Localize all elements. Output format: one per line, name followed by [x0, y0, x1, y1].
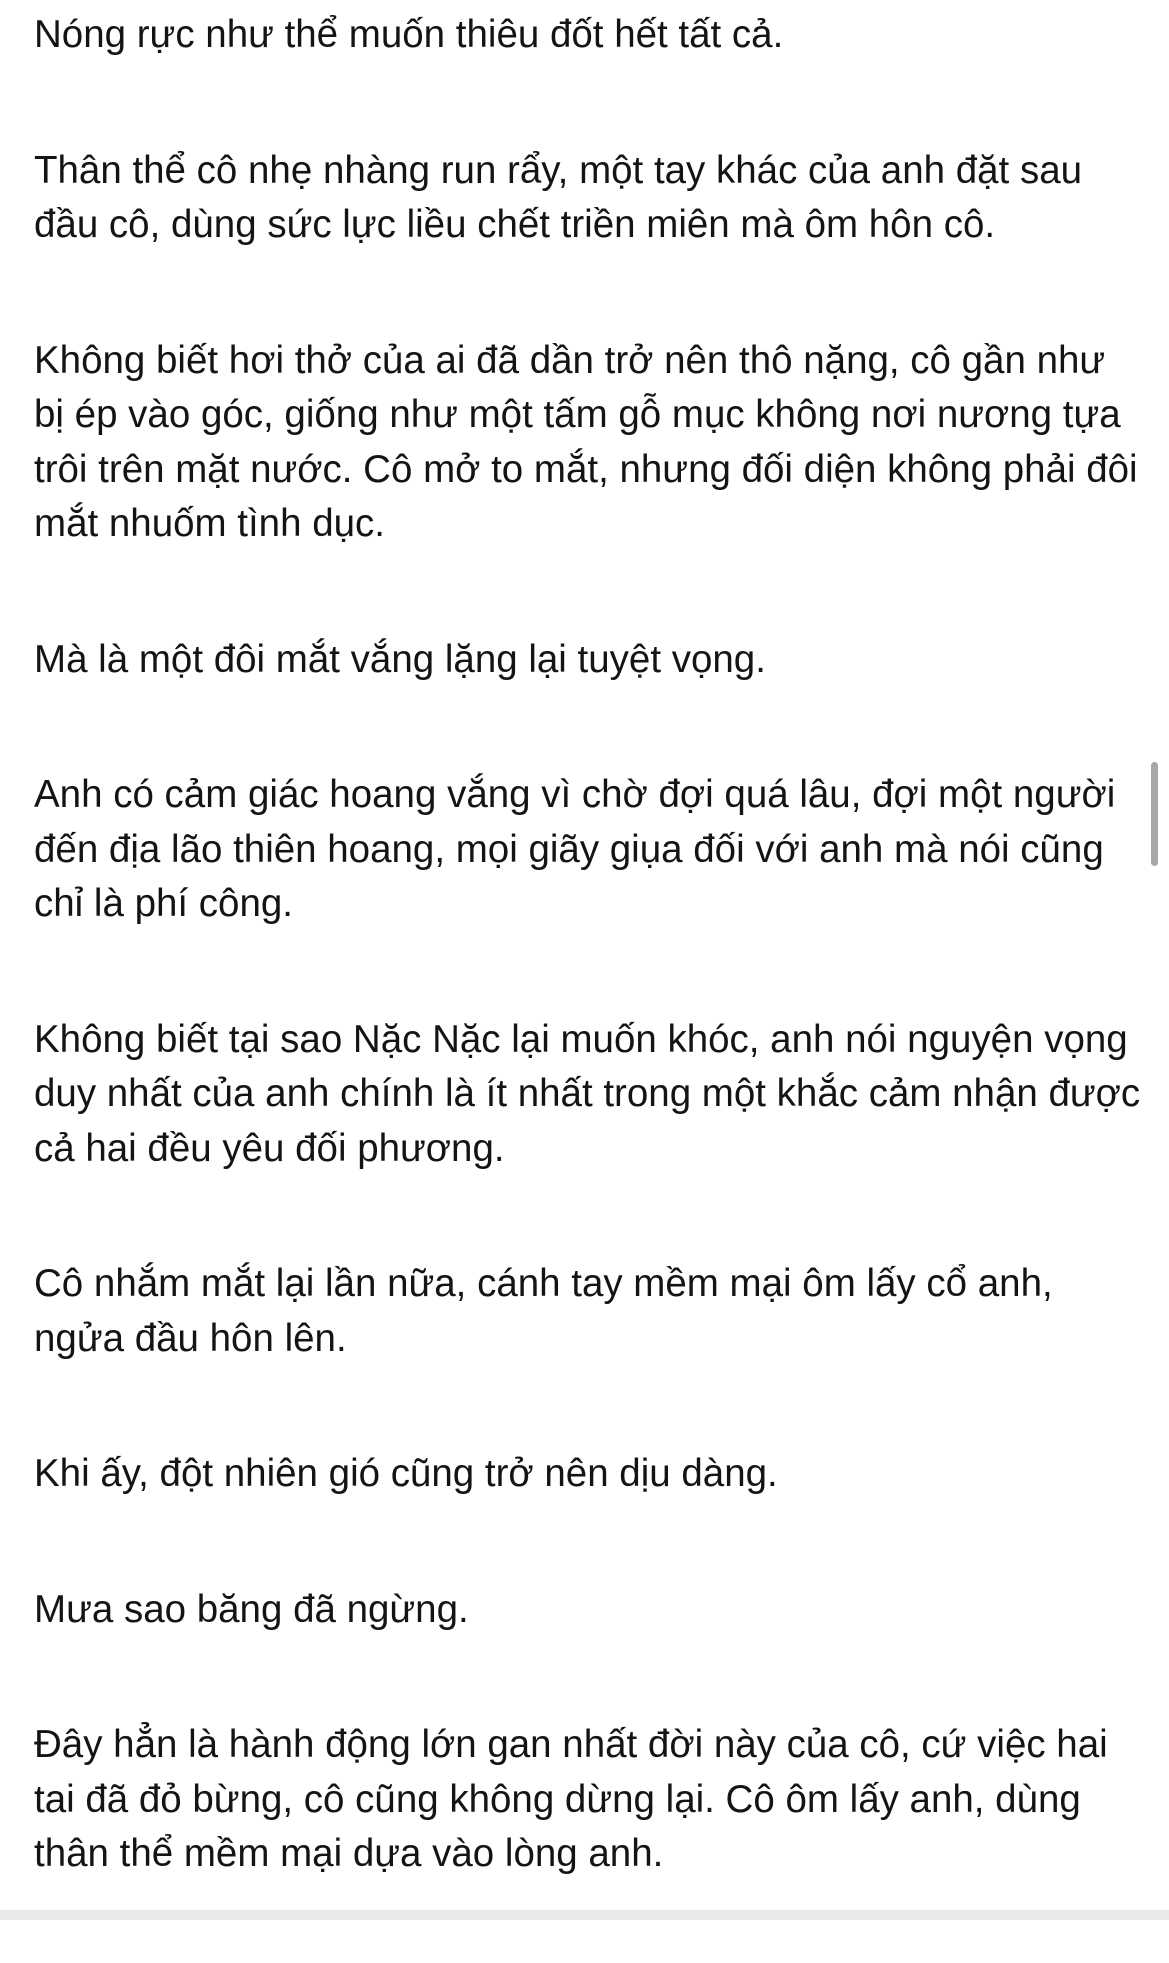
paragraph: Không biết hơi thở của ai đã dần trở nên thô nặng, cô gần như bị ép vào góc, giống như một tấm gỗ mục không nơi nương tựa trôi trên mặt nước. Cô mở to mắt, nhưng đối diện không phải đôi mắt nhuốm tình dục. [34, 338, 1138, 545]
paragraph: Nóng rực như thể muốn thiêu đốt hết tất cả. [34, 13, 784, 56]
paragraph: Anh có cảm giác hoang vắng vì chờ đợi quá lâu, đợi một người đến địa lão thiên hoang, mọi giãy giụa đối với anh mà nói cũng chỉ là phí công. [34, 773, 1116, 925]
bottom-edge [0, 1910, 1169, 1920]
paragraph: Đây hẳn là hành động lớn gan nhất đời này của cô, cứ việc hai tai đã đỏ bừng, cô cũng không dừng lại. Cô ôm lấy anh, dùng thân thể mềm mại dựa vào lòng anh. [34, 1723, 1108, 1875]
story-text [34, 8, 1144, 1963]
paragraph: Cô nhắm mắt lại lần nữa, cánh tay mềm mại ôm lấy cổ anh, ngửa đầu hôn lên. [34, 1262, 1053, 1360]
paragraph: Mà là một đôi mắt vắng lặng lại tuyệt vọng. [34, 637, 766, 681]
paragraph: Mưa sao băng đã ngừng. [34, 1587, 469, 1631]
scroll-indicator[interactable] [1151, 762, 1158, 866]
paragraph: Thân thể cô nhẹ nhàng run rẩy, một tay khác của anh đặt sau đầu cô, dùng sức lực liều chết triền miên mà ôm hôn cô. [34, 148, 1083, 246]
paragraph: Khi ấy, đột nhiên gió cũng trở nên dịu dàng. [34, 1452, 778, 1495]
paragraph: Không biết tại sao Nặc Nặc lại muốn khóc, anh nói nguyện vọng duy nhất của anh chính là ít nhất trong một khắc cảm nhận được cả hai đều yêu đối phương. [34, 1017, 1141, 1170]
